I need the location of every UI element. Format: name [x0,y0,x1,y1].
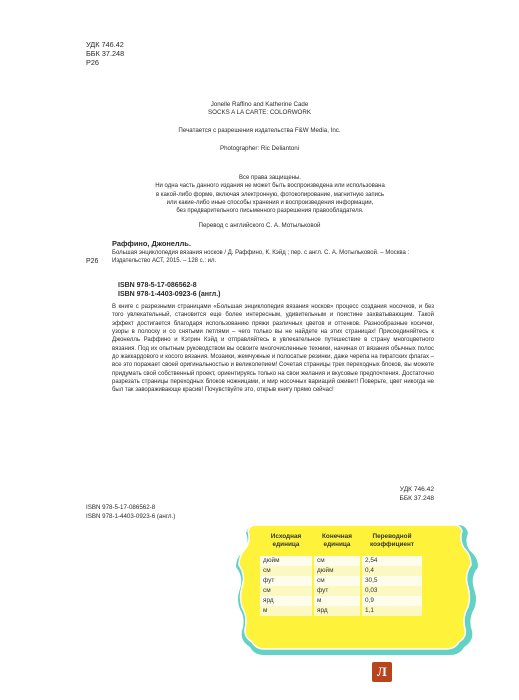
header-target-unit: Конечная единица [313,526,361,556]
author-mark: Р26 [86,58,99,68]
cell-source: м [260,606,313,616]
isbn-russian: ISBN 978-5-17-086562-8 [118,282,197,289]
original-credits [0,101,519,118]
catalog-code: Р26 [86,258,99,265]
cell-source: дюйм [260,556,313,566]
catalog-author: Раффино, Джонелль. [112,239,191,248]
original-title: SOCKS A LA CARTE: COLORWORK [208,109,311,117]
rights-line: или какие-либо иные способы хранения и воспроизведения информации, [166,199,374,206]
udc-code: УДК 746.42 [86,40,124,49]
cell-factor: 0,9 [361,596,422,606]
rights-line: в какой-либо форме, включая электронную, фотокопирование, магнитную запись [155,191,385,198]
permission-note: Печатается с разрешения издательства F&W Media, Inc. [178,127,341,134]
table-row [260,606,422,616]
cell-target: см [313,556,361,566]
cell-target: см [313,576,361,586]
conversion-table [260,526,422,616]
cell-target: ярд [313,606,361,616]
cell-source: фут [260,576,313,586]
cell-source: см [260,586,313,596]
cell-factor: 0,4 [361,566,422,576]
header-source-unit: Исходная единица [260,526,313,556]
rights-line: Все права защищены. [239,175,301,181]
rights-notice [110,174,430,215]
rights-line: без предварительного письменного разрешения правообладателя. [176,208,364,215]
isbn-english: ISBN 978-1-4403-0923-6 (англ.) [118,291,221,299]
udc-code: УДК 746.42 [399,486,434,493]
table-row [260,556,422,566]
rights-line: Ни одна часть данного издания не может быть воспроизведена или использована [155,183,385,190]
table-row [260,576,422,586]
cell-factor: 1,1 [361,606,422,616]
isbn-line: ISBN 978-1-4403-0923-6 (англ.) [86,512,176,520]
table-row [260,566,422,576]
cell-factor: 0,03 [361,586,422,596]
conversion-badge [232,515,478,660]
cell-source: см [260,566,313,576]
isbn-line: ISBN 978-5-17-086562-8 [86,504,156,511]
cell-target: дюйм [313,566,361,576]
cell-factor: 30,5 [361,576,422,586]
cell-target: м [313,596,361,606]
classification-right [380,486,434,503]
cell-factor: 2,54 [361,556,422,566]
cell-source: ярд [260,596,313,606]
original-authors: Jonelle Raffino and Katherine Cade [210,101,309,108]
header-factor: Переводной коэффициент [370,533,414,548]
translation-credit: Перевод с английского С. А. Мотыльковой [198,222,321,229]
table-row [260,586,422,596]
catalog-abstract: В книге с разрезными страницами «Большая энциклопедия вязания носков» процесс создания носочков, и без того увлекательный, становится еще более интересным, удивительным и поистине захватывающим. Такой эффект достигается благодаря использованию пряжи различных цветов и оттенков. Разнообразные косички, узоры в полоску и со снятыми петлями – чего только вы не найдете на этих страницах! Присоединяйтесь к Джонелль Раффино и Кэтрин Кэйд и отправляйтесь в увлекательное путешествие в страну многоцветного вязания. Под их опытным руководством вы освоите многочисленные техники, начиная от вязания обычных полос до жаккардового и косого вязания. Мозаики, жемчужные и полосатые резинки, даже черепа на пиратских флагах – все это поражает своей оригинальностью и великолепием! Сочетая страницы трех переходных блоков, вы можете придумать свой собственный проект, ориентируясь только на свои желания и вкусовые предпочтения. Достаточно разрезать страницы переходных блоков ножницами, и мир носочных вариаций оживет! Поверьте, цвет никогда не был так завораживающе красив! Почувствуйте это, открыв книгу прямо сейчас! [112,304,434,394]
catalog-isbn-block [118,281,220,300]
publisher-logo-icon: Л [372,662,392,682]
cell-target: фут [313,586,361,596]
bbk-code: ББК 37.248 [399,494,434,502]
bbk-code: ББК 37.248 [86,49,125,59]
table-row [260,596,422,606]
photographer-credit: Photographer: Ric Deliantoni [219,145,300,152]
classification-block [86,40,124,68]
catalog-description: Большая энциклопедия вязания носков / Д. Раффино, К. Кэйд ; пер. с англ. С. А. Мотыльковой. – Москва : Издательство АСТ, 2015. – 128 с.: ил. [112,250,410,265]
isbn-bottom [86,504,175,521]
